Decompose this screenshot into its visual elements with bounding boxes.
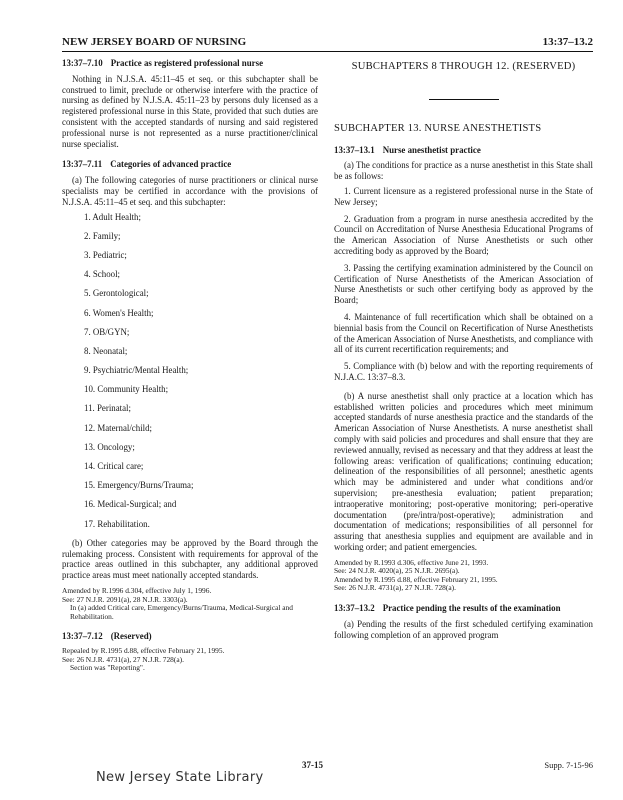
section-heading-7-10: [62, 58, 318, 69]
list-item: 15. Emergency/Burns/Trauma;: [84, 480, 194, 491]
header-code: 13:37–13.2: [542, 36, 593, 48]
category-list: [62, 212, 318, 530]
history-line: Amended by R.1993 d.306, effective June 21, 1993.: [334, 557, 489, 567]
list-item: 9. Psychiatric/Mental Health;: [84, 365, 189, 376]
section-number: 13:37–7.12: [62, 631, 103, 642]
list-item: 2. Graduation from a program in nurse anesthesia accredited by the Council on Accreditation of Nurse Anesthesia Educational Programs of the American Association of Nurse Anesthetists or such other accrediting body as approved by the Board;: [334, 213, 593, 256]
list-item: 1. Current licensure as a registered professional nurse in the State of New Jersey;: [334, 185, 593, 207]
section-text: (a) The following categories of nurse practitioners or clinical nurse specialists may be certified in accordance with the provisions of N.J.S.A. 45:11–45 et seq. and this subchapter:: [62, 175, 318, 207]
list-item: 1. Adult Health;: [84, 211, 141, 222]
history-line: See: 27 N.J.R. 2091(a), 28 N.J.R. 3303(a).: [62, 594, 188, 604]
section-title: Categories of advanced practice: [110, 159, 232, 170]
section-title: Nurse anesthetist practice: [382, 144, 481, 155]
section-number: 13:37–13.1: [334, 144, 375, 155]
section-text: Nothing in N.J.S.A. 45:11–45 et seq. or this subchapter shall be construed to limit, preclude or otherwise interfere with the practice of nursing as defined by N.J.S.A. 45:11–23 by persons duly licensed as a registered professional nurse in this State, provided that such duties are consistent with the accepted standards of nursing and said registered professional nurse is not represented as a nurse practitioner/clinical nurse specialist.: [62, 73, 318, 149]
history-note: [62, 587, 318, 621]
library-stamp: New Jersey State Library: [96, 770, 264, 785]
list-item: 2. Family;: [84, 230, 121, 241]
list-item: 6. Women's Health;: [84, 307, 154, 318]
list-item: 14. Critical care;: [84, 461, 144, 471]
section-title: Practice as registered professional nurse: [110, 58, 264, 68]
subchapter-heading-reserved: SUBCHAPTERS 8 THROUGH 12. (RESERVED): [351, 61, 576, 72]
list-item: 11. Perinatal;: [84, 403, 131, 414]
running-header: [62, 36, 593, 50]
history-line: In (a) added Critical care, Emergency/Burns/Trauma, Medical-Surgical and Rehabilitation.: [70, 603, 293, 621]
history-note: [62, 647, 318, 673]
page-number: 37-15: [302, 760, 323, 770]
history-line: Amended by R.1995 d.88, effective February 21, 1995.: [334, 574, 498, 584]
section-text: (b) Other categories may be approved by the Board through the rulemaking process. Consistent with requirements for approval of the practice areas outlined in this subchapter, any additional approved practice areas must meet nationally accepted standards.: [62, 537, 318, 581]
list-item: 7. OB/GYN;: [84, 326, 130, 337]
section-number: 13:37–7.10: [62, 58, 103, 68]
list-item: 5. Gerontological;: [84, 288, 149, 299]
list-item: 4. Maintenance of full recertification which shall be obtained on a biennial basis from the Council on Recertification of Nurse Anesthetists of the American Association of Nurse Anesthetists, and compliance with all of its current recertification requirements; and: [334, 311, 593, 355]
history-line: Repealed by R.1995 d.88, effective February 21, 1995.: [62, 646, 225, 656]
section-heading-13-2: [334, 603, 593, 614]
history-line: See: 26 N.J.R. 4731(a), 27 N.J.R. 728(a).: [62, 654, 184, 664]
list-item: 16. Medical-Surgical; and: [84, 499, 177, 510]
list-item: 3. Pediatric;: [84, 249, 127, 260]
section-heading-7-11: [62, 159, 318, 170]
history-line: Section was "Reporting".: [70, 663, 145, 673]
header-rule: [62, 51, 593, 52]
list-item: 13. Oncology;: [84, 441, 135, 452]
history-line: Amended by R.1996 d.304, effective July 1, 1996.: [62, 585, 212, 595]
divider: [429, 99, 499, 100]
section-text: (a) Pending the results of the first scheduled certifying examination following completion of an approved program: [334, 618, 593, 640]
section-title: Practice pending the results of the examination: [382, 603, 561, 614]
history-line: See: 26 N.J.R. 4731(a), 27 N.J.R. 728(a).: [334, 583, 456, 593]
subchapter-heading-13: SUBCHAPTER 13. NURSE ANESTHETISTS: [334, 122, 542, 134]
section-title: (Reserved): [110, 631, 152, 642]
list-item: 12. Maternal/child;: [84, 422, 153, 433]
list-item: 8. Neonatal;: [84, 345, 128, 356]
list-item: 5. Compliance with (b) below and with the reporting requirements of N.J.A.C. 13:37–8.3.: [334, 361, 593, 382]
history-line: See: 24 N.J.R. 4020(a), 25 N.J.R. 2695(a).: [334, 566, 460, 576]
section-text: (a) The conditions for practice as a nurse anesthetist in this State shall be as follows:: [334, 160, 593, 182]
header-title: NEW JERSEY BOARD OF NURSING: [62, 36, 247, 48]
list-item: 17. Rehabilitation.: [84, 518, 150, 529]
history-note: [334, 559, 593, 593]
list-item: 10. Community Health;: [84, 384, 169, 395]
list-item: 3. Passing the certifying examination administered by the Council on Certification of Nurse Anesthetists of the American Association of Nurse Anesthetists or such other certifying body as approved by the Board;: [334, 262, 593, 306]
section-text: (b) A nurse anesthetist shall only practice at a location which has established written policies and procedures which meet minimum accepted standards of nurse anesthesia practice and the standards of the American Association of Nurse Anesthetists. A nurse anesthetist shall comply with said policies and procedures and shall ensure that they are reviewed annually, revised as necessary and that they address at least the following areas: verification of qualifications; continuing education; delineation of the responsibilities of all personnel; anesthetic agents which may be administered and under what conditions and/or supervision; pre-anesthesia evaluation; patient preparation; intraoperative monitoring; post-operative monitoring; peri-operative documentation (pre/intra/post-operative); administration and documentation of medications; responsibilities of all personnel for assuring that anesthesia supplies and equipment are available and in working order; and patient emergencies.: [334, 390, 593, 552]
section-heading-7-12: [62, 631, 318, 642]
supplement-date: Supp. 7-15-96: [544, 760, 593, 770]
section-number: 13:37–13.2: [334, 603, 375, 614]
list-item: 4. School;: [84, 269, 120, 280]
right-column: [334, 58, 593, 644]
section-number: 13:37–7.11: [62, 159, 103, 170]
section-heading-13-1: [334, 145, 593, 156]
left-column: [62, 58, 318, 683]
